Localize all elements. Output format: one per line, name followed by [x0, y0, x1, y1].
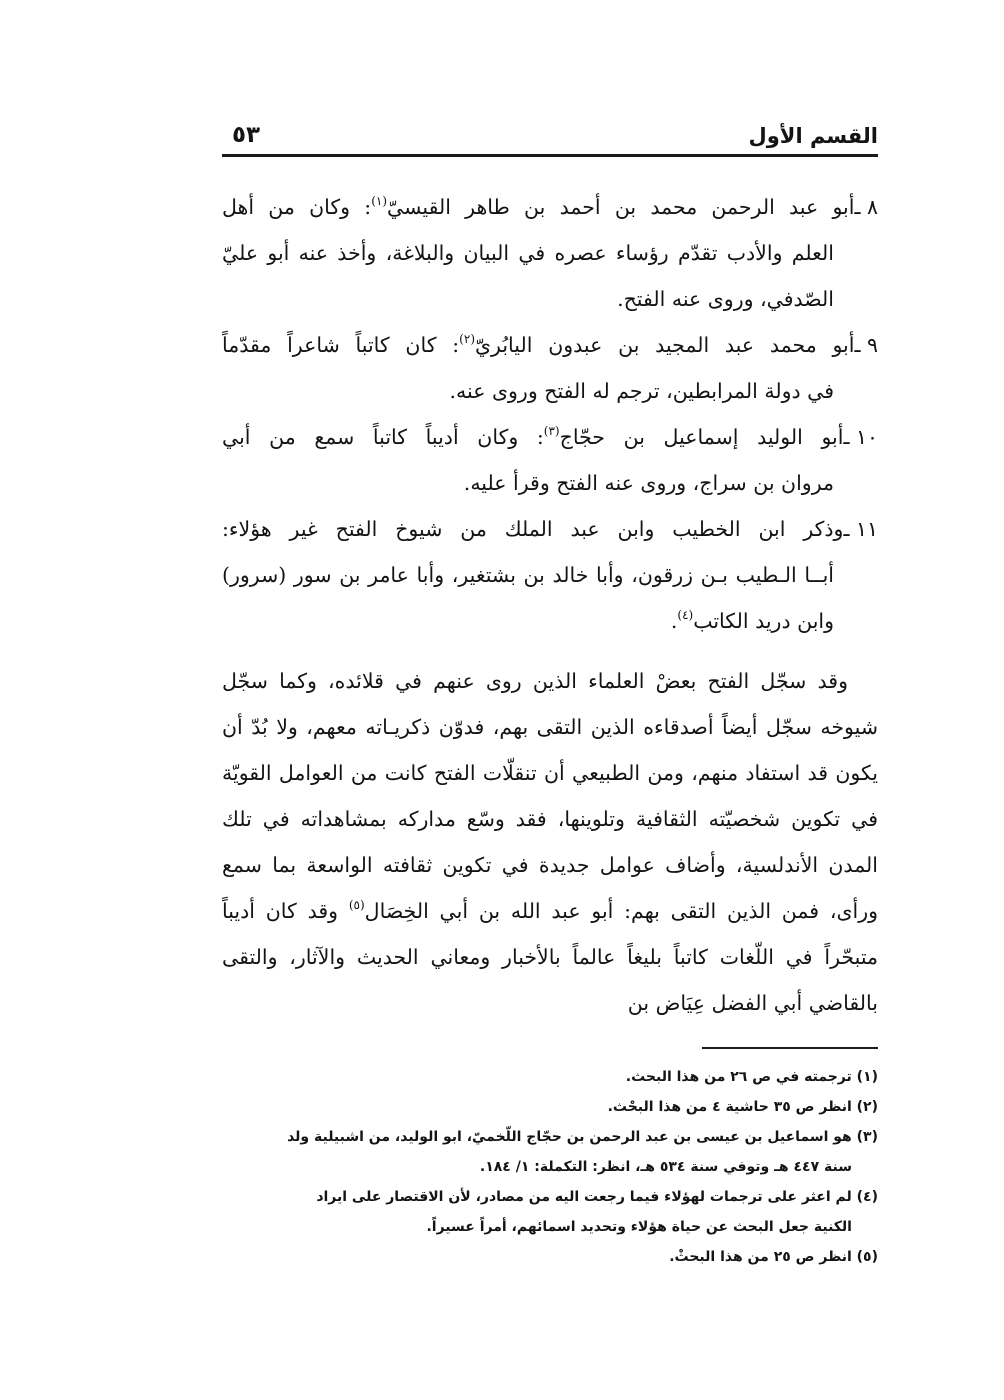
- list-item: [222, 506, 878, 644]
- page-number: ٥٣: [232, 122, 261, 148]
- footnote-text: لم اعثر على ترجمات لهؤلاء فيما رجعت اليه من مصادر، لأن الاقتصار على ايراد: [316, 1189, 852, 1205]
- item-text: : وكان أديباً كاتباً سمع من أبي: [222, 425, 544, 449]
- item-number: ٨ ـ: [854, 195, 878, 219]
- main-text: [222, 184, 878, 1026]
- section-title: القسم الأول: [748, 124, 878, 148]
- item-number: ١١ ـ: [843, 517, 878, 541]
- item-text: .: [670, 609, 678, 633]
- item-text: أبــا الـطيب بـن زرقون، وأبا خالد بن بشتغير، وأبا عامر بن سور (سرور) وابن دريد الكاتب: [222, 563, 834, 633]
- footnote-text: انظر ص ٣٥ حاشية ٤ من هذا البحْث.: [607, 1099, 852, 1115]
- list-item: [222, 184, 878, 322]
- item-text: أبو الوليد إسماعيل بن حجّاج: [559, 425, 844, 449]
- footnote-text: الكنية جعل البحث عن حياة هؤلاء وتحديد اسمائهم، أمراً عسيراً.: [426, 1219, 852, 1235]
- footnote-text: سنة ٤٤٧ هـ وتوفي سنة ٥٣٤ هـ، انظر: التكملة: ١/ ١٨٤.: [479, 1159, 852, 1175]
- footnote: [222, 1242, 878, 1272]
- item-text: أبو عبد الرحمن محمد بن أحمد بن طاهر القيسيّ: [387, 195, 855, 219]
- item-text: : كان كاتباً شاعراً مقدّماً: [222, 333, 460, 357]
- item-number: ١٠ ـ: [843, 425, 878, 449]
- item-text: أبو محمد عبد المجيد بن عبدون اليابُريّ: [475, 333, 855, 357]
- footnote-ref: (٢): [459, 332, 475, 346]
- footnote: [222, 1122, 878, 1182]
- footnote-ref: (٤): [677, 608, 694, 622]
- footnote-text: انظر ص ٢٥ من هذا البحثْ.: [669, 1249, 852, 1265]
- paragraph-text: وقد سجّل الفتح بعضْ العلماء الذين روى عنهم في قلائده، وكما سجّل شيوخه سجّل أيضاً أصدقاءه الذين التقى بهم، فدوّن ذكريـاته معهم، ولا بُدّ أن يكون قد استفاد منهم، ومن الطبيعي أن تنقلّات الفتح كانت من العوامل القويّة في تكوين شخصيّته الثقافية وتلوينها، فقد وسّع مداركه بمشاهداته في تلك المدن الأندلسية، وأضاف عوامل جديدة في تكوين ثقافته الواسعة بما سمع ورأى، فمن الذين التقى بهم: أبو عبد الله بن أبي الخِصَال: [222, 669, 878, 923]
- item-text: : وكان من أهل: [222, 195, 372, 219]
- footnote-divider: [702, 1047, 878, 1049]
- footnote-number: (٥): [856, 1249, 878, 1265]
- item-text: وذكر ابن الخطيب وابن عبد الملك من شيوخ الفتح غير هؤلاء:: [222, 517, 844, 541]
- footnote-number: (٢): [856, 1099, 878, 1115]
- footnote-number: (٣): [856, 1129, 878, 1145]
- footnote: [222, 1182, 878, 1242]
- footnote-text: هو اسماعيل بن عيسى بن عبد الرحمن بن حجّاج اللّخميّ، ابو الوليد، من اشبيلية ولد: [287, 1129, 852, 1145]
- footnote-ref: (١): [371, 194, 388, 208]
- item-number: ٩ ـ: [854, 333, 878, 357]
- body-paragraph: [222, 658, 878, 1026]
- item-text: العلم والأدب تقدّم رؤساء عصره في البيان والبلاغة، وأخذ عنه أبو عليّ الصّدفي، وروى عنه الفتح.: [222, 241, 834, 311]
- paragraph-text: وقد كان أديباً متبحّراً في اللّغات كاتباً بليغاً عالماً بالأخبار ومعاني الحديث والآثار، والتقى بالقاضي أبي الفضل عِيَاض بن: [222, 899, 878, 1015]
- footnote-ref: (٣): [543, 424, 560, 438]
- footnote: [222, 1092, 878, 1122]
- footnote-number: (١): [856, 1069, 878, 1085]
- footnote-ref: (٥): [348, 898, 365, 912]
- footnotes: [222, 1062, 878, 1272]
- item-text: في دولة المرابطين، ترجم له الفتح وروى عنه.: [449, 379, 834, 403]
- footnote: [222, 1062, 878, 1092]
- page-header: [222, 110, 878, 157]
- item-text: مروان بن سراج، وروى عنه الفتح وقرأ عليه.: [463, 471, 834, 495]
- list-item: [222, 414, 878, 506]
- footnote-text: ترجمته في ص ٢٦ من هذا البحث.: [625, 1069, 852, 1085]
- footnote-number: (٤): [856, 1189, 878, 1205]
- list-item: [222, 322, 878, 414]
